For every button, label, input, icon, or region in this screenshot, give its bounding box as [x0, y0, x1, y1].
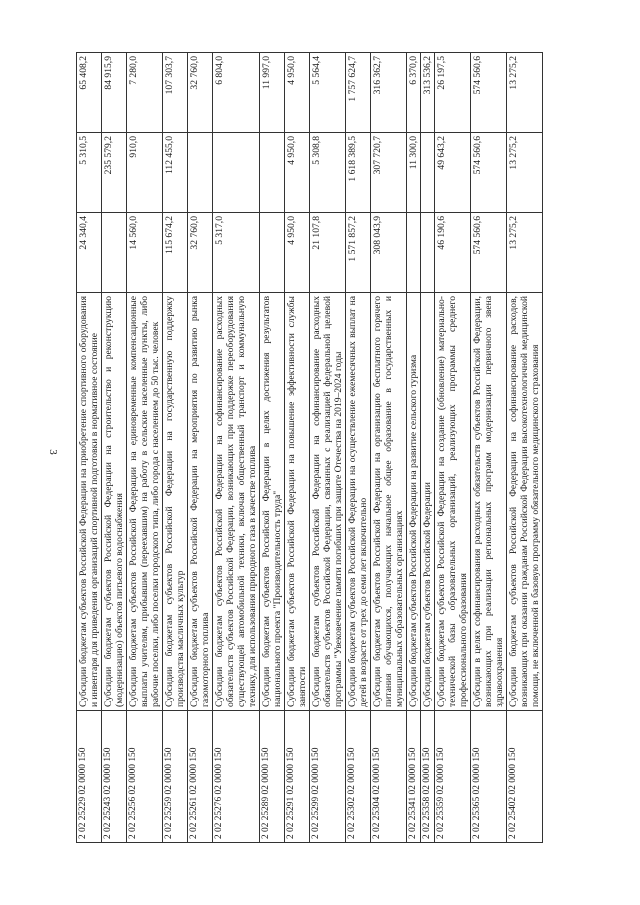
subsidy-name-cell: Субсидии бюджетам субъектов Российской Федерации на софинансирование расходов, возникающих при оказании гражданам Российской Федерации высокотехнологичной медицинской помощи, не включенной в базовую программу обязательного медицинского страхования — [507, 293, 543, 711]
page-number: 3 — [47, 449, 59, 455]
budget-code-cell: 2 02 25229 02 0000 150 — [77, 711, 102, 843]
budget-code-cell: 2 02 25341 02 0000 150 — [407, 711, 421, 843]
budget-code-cell: 2 02 25291 02 0000 150 — [285, 711, 310, 843]
amount-2-cell — [188, 133, 213, 213]
amount-2-cell — [213, 133, 260, 213]
amount-1-cell: 46 190,6 — [435, 213, 471, 293]
table-row — [435, 53, 471, 843]
amount-1-cell: 4 950,0 — [285, 213, 310, 293]
budget-code-cell: 2 02 25289 02 0000 150 — [260, 711, 285, 843]
amount-3-cell: 316 362,7 — [371, 53, 407, 133]
amount-1-cell: 14 560,0 — [127, 213, 163, 293]
amount-3-cell: 313 536,2 — [421, 53, 435, 133]
amount-2-cell: 235 579,2 — [102, 133, 127, 213]
amount-3-cell: 574 560,6 — [471, 53, 507, 133]
table-row — [471, 53, 507, 843]
subsidy-name-cell: Субсидии бюджетам субъектов Российской Федерации на организацию бесплатного горячего питания обучающихся, получающих начальное общее образование в государственных и муниципальных образовательных организациях — [371, 293, 407, 711]
rotated-page-content — [76, 53, 606, 843]
table-row — [213, 53, 260, 843]
table-row — [260, 53, 285, 843]
amount-1-cell — [421, 213, 435, 293]
subsidy-name-cell: Субсидии бюджетам субъектов Российской Федерации в целях достижения результатов национального проекта "Производительность труда" — [260, 293, 285, 711]
amount-1-cell: 574 560,6 — [471, 213, 507, 293]
amount-1-cell — [407, 213, 421, 293]
subsidy-name-cell: Субсидии в целях софинансирования расходных обязательств субъектов Российской Федерации, возникающих при реализации региональных программ модернизации первичного звена здравоохранения — [471, 293, 507, 711]
subsidy-name-cell: Субсидии бюджетам субъектов Российской Федерации на приобретение спортивного оборудования и инвентаря для приведения организаций спортивной подготовки в нормативное состояние — [77, 293, 102, 711]
table-row — [346, 53, 371, 843]
amount-3-cell: 107 303,7 — [163, 53, 188, 133]
budget-code-cell: 2 02 25302 02 0000 150 — [346, 711, 371, 843]
amount-1-cell: 21 107,8 — [310, 213, 346, 293]
amount-1-cell — [260, 213, 285, 293]
table-row — [371, 53, 407, 843]
amount-2-cell: 11 300,0 — [407, 133, 421, 213]
amount-2-cell: 910,0 — [127, 133, 163, 213]
budget-code-cell: 2 02 25276 02 0000 150 — [213, 711, 260, 843]
subsidy-name-cell: Субсидии бюджетам субъектов Российской Федерации на мероприятия по развитию рынка газомоторного топлива — [188, 293, 213, 711]
budget-subsidies-table — [76, 52, 543, 843]
budget-code-cell: 2 02 25256 02 0000 150 — [127, 711, 163, 843]
amount-3-cell: 65 408,2 — [77, 53, 102, 133]
amount-3-cell: 5 564,4 — [310, 53, 346, 133]
budget-code-cell: 2 02 25243 02 0000 150 — [102, 711, 127, 843]
budget-code-cell: 2 02 25365 02 0000 150 — [471, 711, 507, 843]
subsidy-name-cell: Субсидии бюджетам субъектов Российской Федерации на повышение эффективности службы занятости — [285, 293, 310, 711]
amount-1-cell: 115 674,2 — [163, 213, 188, 293]
table-body — [77, 53, 543, 843]
amount-2-cell — [421, 133, 435, 213]
subsidy-name-cell: Субсидии бюджетам субъектов Российской Федерации на государственную поддержку производства масличных культур — [163, 293, 188, 711]
table-row — [310, 53, 346, 843]
table-row — [77, 53, 102, 843]
table-row — [188, 53, 213, 843]
amount-3-cell: 1 757 624,7 — [346, 53, 371, 133]
amount-2-cell: 307 720,7 — [371, 133, 407, 213]
subsidy-name-cell: Субсидии бюджетам субъектов Российской Федерации на софинансирование расходных обязательств субъектов Российской Федерации, связанных с реализацией федеральной целевой программы "Увековечение памяти погибших при защите Отечества на 2019–2024 годы — [310, 293, 346, 711]
budget-code-cell: 2 02 25261 02 0000 150 — [188, 711, 213, 843]
amount-3-cell: 26 197,5 — [435, 53, 471, 133]
budget-code-cell: 2 02 25299 02 0000 150 — [310, 711, 346, 843]
amount-2-cell: 574 560,6 — [471, 133, 507, 213]
amount-2-cell: 4 950,0 — [285, 133, 310, 213]
amount-2-cell: 5 308,8 — [310, 133, 346, 213]
table-row — [507, 53, 543, 843]
table-row — [421, 53, 435, 843]
amount-2-cell: 112 455,0 — [163, 133, 188, 213]
amount-2-cell: 49 643,2 — [435, 133, 471, 213]
amount-1-cell: 24 340,4 — [77, 213, 102, 293]
amount-2-cell: 1 618 389,5 — [346, 133, 371, 213]
amount-3-cell: 4 950,0 — [285, 53, 310, 133]
amount-1-cell: 308 043,9 — [371, 213, 407, 293]
table-row — [407, 53, 421, 843]
budget-code-cell: 2 02 25304 02 0000 150 — [371, 711, 407, 843]
subsidy-name-cell: Субсидии бюджетам субъектов Российской Федерации на развитие сельского туризма — [407, 293, 421, 711]
budget-code-cell: 2 02 25358 02 0000 150 — [421, 711, 435, 843]
amount-1-cell: 32 760,0 — [188, 213, 213, 293]
subsidy-name-cell: Субсидии бюджетам субъектов Российской Федерации на создание (обновление) материально-технической базы образовательных организаций, реализующих программы среднего профессионального образования — [435, 293, 471, 711]
amount-2-cell: 13 275,2 — [507, 133, 543, 213]
amount-3-cell: 6 370,0 — [407, 53, 421, 133]
amount-1-cell — [102, 213, 127, 293]
amount-3-cell: 13 275,2 — [507, 53, 543, 133]
subsidy-name-cell: Субсидии бюджетам субъектов Российской Федерации на единовременные компенсационные выплаты учителям, прибывшим (переехавшим) на работу в сельские населенные пункты, либо рабочие поселки, либо поселки городского типа, либо города с населением до 50 тыс. человек — [127, 293, 163, 711]
amount-3-cell: 6 804,0 — [213, 53, 260, 133]
budget-code-cell: 2 02 25402 02 0000 150 — [507, 711, 543, 843]
table-row — [285, 53, 310, 843]
table-row — [127, 53, 163, 843]
amount-3-cell: 84 915,9 — [102, 53, 127, 133]
budget-code-cell: 2 02 25359 02 0000 150 — [435, 711, 471, 843]
amount-3-cell: 7 280,0 — [127, 53, 163, 133]
subsidy-name-cell: Субсидии бюджетам субъектов Российской Федерации — [421, 293, 435, 711]
subsidy-name-cell: Субсидии бюджетам субъектов Российской Федерации на строительство и реконструкцию (модернизацию) объектов питьевого водоснабжения — [102, 293, 127, 711]
amount-1-cell: 5 317,0 — [213, 213, 260, 293]
amount-3-cell: 11 997,0 — [260, 53, 285, 133]
amount-2-cell — [260, 133, 285, 213]
amount-3-cell: 32 760,0 — [188, 53, 213, 133]
budget-code-cell: 2 02 25259 02 0000 150 — [163, 711, 188, 843]
amount-1-cell: 1 571 857,2 — [346, 213, 371, 293]
subsidy-name-cell: Субсидии бюджетам субъектов Российской Федерации на осуществление ежемесячных выплат на детей в возрасте от трех до семи лет включительно — [346, 293, 371, 711]
table-row — [102, 53, 127, 843]
amount-2-cell: 5 310,5 — [77, 133, 102, 213]
subsidy-name-cell: Субсидии бюджетам субъектов Российской Федерации на софинансирование расходных обязательств субъектов Российской Федерации, возникающих при поддержке переоборудования существующей автомобильной техники, включая общественный транспорт и коммунальную технику, для использования природного газа в качестве топлива — [213, 293, 260, 711]
table-row — [163, 53, 188, 843]
amount-1-cell: 13 275,2 — [507, 213, 543, 293]
